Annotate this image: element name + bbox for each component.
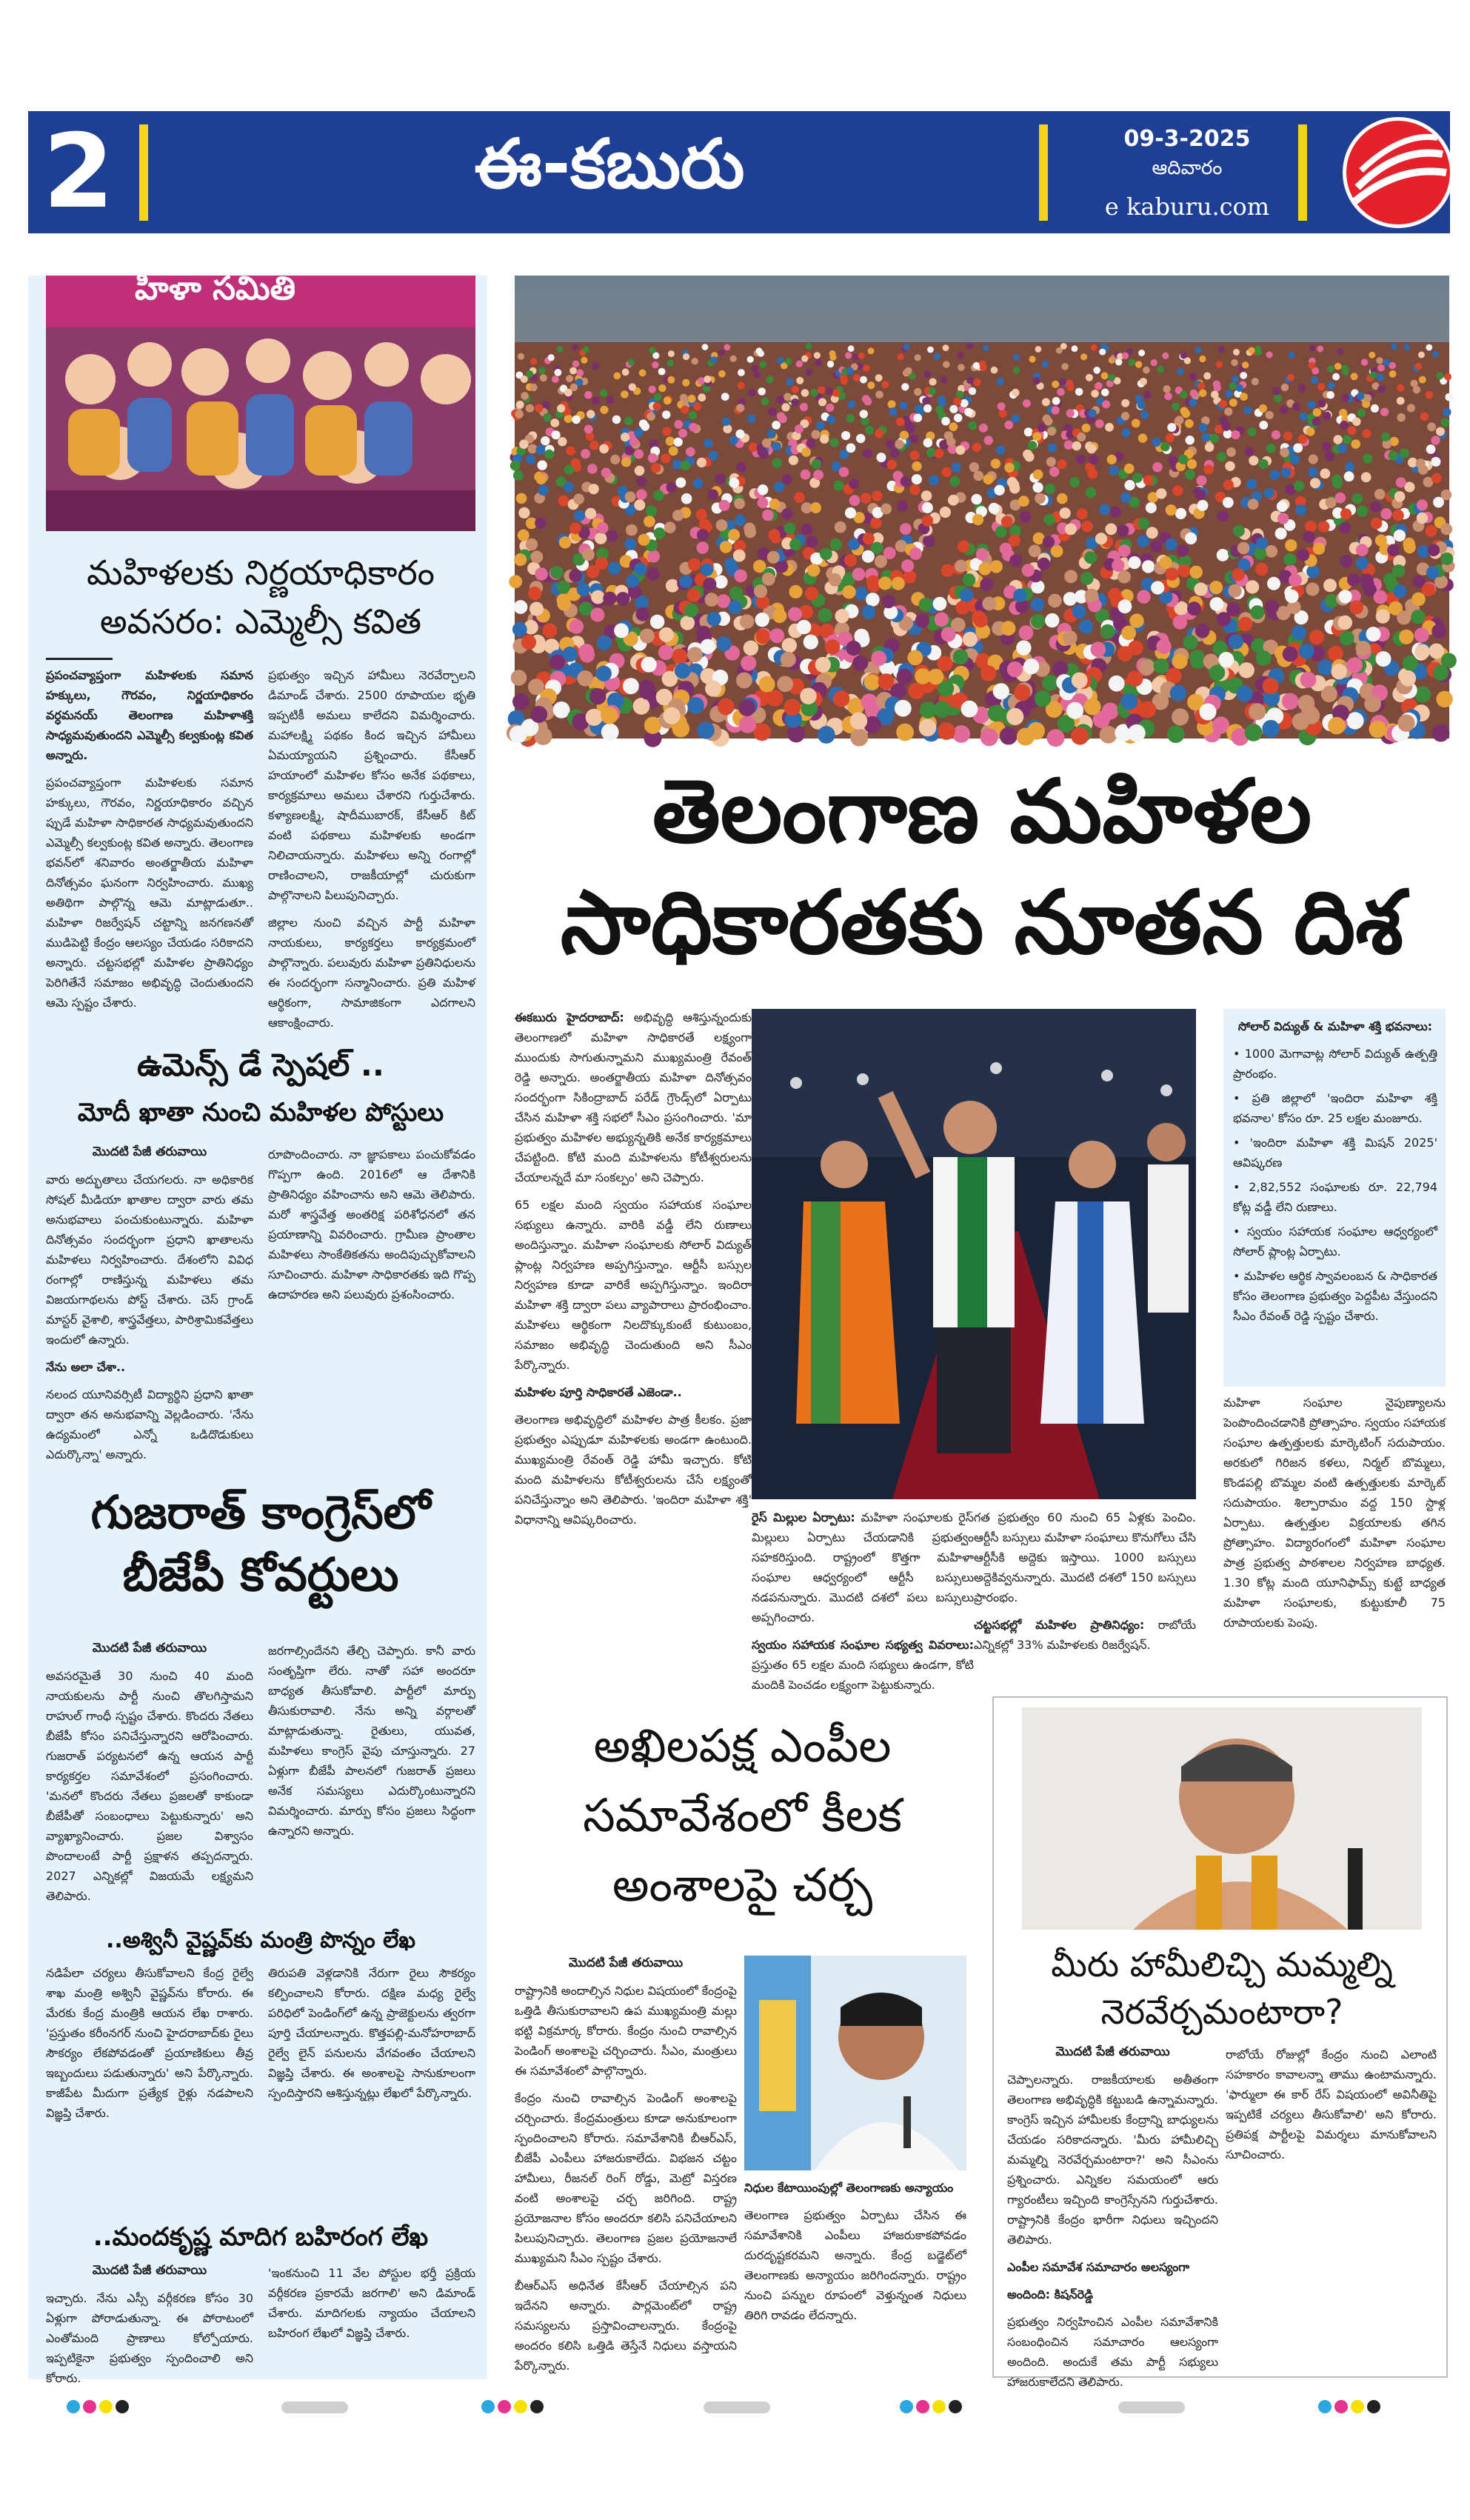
- allparty-byline: మొదటి పేజీ తరువాయి: [568, 1956, 684, 1970]
- allparty-subhead: నిధుల కేటాయింపుల్లో తెలంగాణకు అన్యాయం: [744, 2181, 954, 2195]
- lead-dateline: ఈకబురు హైదరాబాద్:: [515, 1010, 624, 1024]
- allparty-body-col1: [515, 1956, 737, 2378]
- story5-body-col2: [268, 2263, 475, 2374]
- solar-box-item: • 1000 మెగావాట్ల సోలార్ విద్యుత్ ఉత్పత్తి ప్రారంభం.: [1233, 1047, 1437, 1081]
- solar-box-heading: సోలార్ విద్యుత్ & మహిళా శక్తి భవనాలు:: [1237, 1019, 1433, 1033]
- story1-paragraph: జిల్లాల నుంచి వచ్చిన పార్టీ మహిళా నాయకులు, కార్యకర్తలు కార్యక్రమంలో పాల్గొన్నారు. పలువురు మహిళా ప్రతినిధులను ఈ సందర్భంగా సన్మానించారు. ప్రతి మహిళ ఆర్థికంగా, సామాజికంగా ఎదగాలని ఆకాంక్షించారు.: [268, 916, 475, 1030]
- kishan-paragraph: రాబోయే రోజుల్లో కేంద్రం నుంచి ఎలాంటి సహకారం కావాలన్నా తాము ఉంటామన్నారు. 'ఫార్ములా ఈ కార్ రేస్ విషయంలో అవినీతిపై ఇప్పటికే చర్యలు తీసుకోవాలి' అని కోరారు. ప్రతిపక్ష పార్టీలపై విమర్శలు మానుకోవాలని సూచించారు.: [1226, 2047, 1437, 2161]
- headline-rule: [46, 658, 113, 660]
- kishan-body-col2: [1226, 2044, 1437, 2370]
- story4-paragraph: తిరుపతి వెళ్లడానికి నేరుగా రైలు సౌకర్యం కల్పించాలని కోరారు. దక్షిణ మధ్య రైల్వే పరిధిలో పెండింగ్‌లో ఉన్న ప్రాజెక్టులను త్వరగా పూర్తి చేయాలన్నారు. కొత్తపల్లి-మనోహరాబాద్ రైల్వే లైన్ పనులను వేగవంతం చేయాలని విజ్ఞప్తి చేశారు. ఈ అంశాలపై సానుకూలంగా స్పందిస్తారని ఆశిస్తున్నట్లు లేఖలో పేర్కొన్నారు.: [268, 1966, 475, 2100]
- solar-box-list: [1233, 1044, 1437, 1326]
- allparty-body-col2: [744, 2178, 966, 2378]
- kishan-subhead: ఎంపీల సమావేశ సమాచారం అలస్యంగా: [1007, 2260, 1189, 2274]
- lead-paragraph: మహిళా సంఘాలకు రైస్ మిల్లులు ఏర్పాటు చేయడానికి ప్రభుత్వం సహకరిస్తుంది. రాష్ట్రంలో కొత్తగా మహిళా సంఘాల ఆధ్వర్యంలో ఆర్టీసీ బస్సులు నడపనున్నారు. మొదటి దశలో పలు బస్సులు అప్పగించారు.: [752, 1510, 974, 1624]
- cm-stage-photo: [752, 1009, 1196, 1499]
- registration-bar: [704, 2401, 770, 2413]
- kishan-photo: [1022, 1707, 1422, 1930]
- story5-paragraph: 'ఇంకనుంచి 11 వేల పోస్టుల భర్తీ ప్రక్రియ వర్గీకరణ ప్రకారమే జరగాలి' అని డిమాండ్ చేశారు. మాదిగలకు న్యాయం చేయాలని బహిరంగ లేఖలో విజ్ఞప్తి చేశారు.: [268, 2266, 475, 2340]
- story4-paragraph: నడిపేలా చర్యలు తీసుకోవాలని కేంద్ర రైల్వే శాఖ మంత్రి అశ్వినీ వైష్ణవ్‌ను కోరారు. ఈ మేరకు కేంద్ర మంత్రికి ఆయన లేఖ రాశారు. 'ప్రస్తుతం కరీంనగర్ నుంచి హైదరాబాద్‌కు రైలు సౌకర్యం లేకపోవడంతో ప్రయాణికులు తీవ్ర ఇబ్బందులు పడుతున్నారు' అని పేర్కొన్నారు. కాజీపేట మీదుగా ప్రత్యేక రైళ్లు నడపాలని విజ్ఞప్తి చేశారు.: [46, 1966, 253, 2120]
- masthead-divider: [1039, 124, 1048, 221]
- registration-bar: [281, 2401, 348, 2413]
- solar-info-content: [1233, 1016, 1437, 1383]
- color-registration-mark: [1318, 2400, 1380, 2416]
- story2-subhead: నేను అలా చేశా..: [46, 1360, 126, 1374]
- story5-body-col1: [46, 2263, 253, 2385]
- story2-paragraph: రూపొందించారు. నా జ్ఞాపకాలు పంచుకోవడం గొప్పగా ఉంది. 2016లో ఆ దేశానికి ప్రాతినిధ్యం వహించాను అని ఆమె తెలిపారు. మరో శాస్త్రవేత్త అంతరిక్ష పరిశోధనలో తన ప్రయాణాన్ని వివరించారు. గ్రామీణ ప్రాంతాల మహిళలు సాంకేతికతను అందిపుచ్చుకోవాలని సూచించారు. మహిళా సాధికారతకు ఇది గొప్ప ఉదాహరణ అని పలువురు ప్రశంసించారు.: [268, 1147, 475, 1301]
- story5-headline: ..మందకృష్ణ మాదిగ బహిరంగ లేఖ: [93, 2222, 429, 2252]
- solar-box-item: • మహిళల ఆర్థిక స్వావలంబన & సాధికారత కోసం తెలంగాణ ప్రభుత్వం పెద్దపీట వేస్తుందని సీఎం రేవంత్ రెడ్డి స్పష్టం చేశారు.: [1233, 1269, 1437, 1323]
- color-registration-mark: [481, 2400, 544, 2416]
- lead-body-col3: [974, 1507, 1196, 1689]
- issue-date: 09-3-2025: [1123, 126, 1251, 152]
- story3-headline: గుజరాత్ కాంగ్రెస్‌లో బీజేపీ కోవర్టులు: [90, 1485, 431, 1601]
- issue-weekday: ఆదివారం: [1152, 157, 1223, 179]
- allparty-headline: అఖిలపక్ష ఎంపీల సమావేశంలో కీలక అంశాలపై చర్చ: [583, 1719, 902, 1912]
- story4-headline: ..అశ్వినీ వైష్ణవ్‌కు మంత్రి పొన్నం లేఖ: [105, 1927, 416, 1953]
- story3-body-col1: [46, 1641, 253, 1911]
- solar-box-item: • ప్రతి జిల్లాలో 'ఇందిరా మహిళా శక్తి భవనాల' కోసం రూ. 25 లక్షల మంజూరు.: [1233, 1091, 1437, 1125]
- solar-box-item: • స్వయం సహాయక సంఘాల ఆధ్వర్యంలో సోలార్ ప్లాంట్ల ఏర్పాటు.: [1233, 1224, 1437, 1259]
- story2-paragraph: నలంద యూనివర్సిటీ విద్యార్థిని ప్రధాని ఖాతా ద్వారా తన అనుభవాన్ని వెల్లడించారు. 'నేను ఉద్యమంలో ఎన్నో ఒడిదొడుకులు ఎదుర్కొన్నా' అన్నారు.: [46, 1387, 253, 1461]
- kishan-paragraph: ప్రభుత్వం నిర్వహించిన ఎంపీల సమావేశానికి సంబంధించిన సమాచారం ఆలస్యంగా అందింది. అందుకే తమ పార్టీ సభ్యులు హాజరుకాలేదని తెలిపారు.: [1007, 2315, 1218, 2389]
- lead-paragraph: ప్రస్తుతం 65 లక్షల మంది సభ్యులు ఉండగా, కోటి మందికి పెంచడం లక్ష్యంగా పెట్టుకున్నారు.: [752, 1658, 974, 1692]
- story3-paragraph: అవసరమైతే 30 నుంచి 40 మంది నాయకులను పార్టీ నుంచి తొలగిస్తామని రాహుల్ గాంధీ స్పష్టం చేశారు. కొందరు నేతలు బీజేపీ కోసం పనిచేస్తున్నారని ఆరోపించారు. గుజరాత్ పర్యటనలో ఉన్న ఆయన పార్టీ కార్యకర్తల సమావేశంలో ప్రసంగించారు. 'మనలో కొందరు నేతలు ప్రజలతో కాకుండా బీజేపీతో సంబంధాలు పెట్టుకున్నారు' అని వ్యాఖ్యానించారు. ప్రజల విశ్వాసం పొందాలంటే పార్టీ ప్రక్షాళన తప్పదన్నారు. 2027 ఎన్నికల్లో విజయమే లక్ష్యమని తెలిపారు.: [46, 1669, 253, 1903]
- lead-subhead: మహిళల పూర్తి సాధికారతే ఎజెండా..: [515, 1385, 682, 1399]
- story2-headline: మోదీ ఖాతా నుంచి మహిళల పోస్టులు: [77, 1098, 444, 1127]
- masthead-divider: [1298, 124, 1307, 221]
- story2-byline: మొదటి పేజీ తరువాయి: [92, 1144, 207, 1159]
- allparty-paragraph: తెలంగాణ ప్రభుత్వం ఏర్పాటు చేసిన ఈ సమావేశానికి ఎంపీలు హాజరుకాకపోవడం దురదృష్టకరమని అన్నారు. కేంద్ర బడ్జెట్‌లో తెలంగాణకు అన్యాయం జరిగిందన్నారు. రాష్ట్రం నుంచి పన్నుల రూపంలో వెళ్తున్నంత నిధులు తిరిగి రావడం లేదన్నారు.: [744, 2208, 966, 2322]
- registration-bar: [1118, 2401, 1185, 2413]
- newspaper-brand: ఈ-కబురు: [474, 124, 745, 204]
- crowd-photo: [515, 276, 1449, 739]
- masthead-divider: [139, 124, 148, 221]
- story2-paragraph: వారు అద్భుతాలు చేయగలరు. నా అధికారిక సోషల్ మీడియా ఖాతాల ద్వారా వారు తమ అనుభవాలు పంచుకుంటున్నారు. మహిళా దినోత్సవం సందర్భంగా ప్రధాని ఖాతాలను మహిళలు నిర్వహించారు. దేశంలోని వివిధ రంగాల్లో రాణిస్తున్న మహిళలు తమ విజయగాథలను పోస్ట్ చేశారు. చెస్ గ్రాండ్ మాస్టర్ వైశాలి, శాస్త్రవేత్తలు, పారిశ్రామికవేత్తలు ఇందులో ఉన్నారు.: [46, 1173, 253, 1347]
- story3-byline: మొదటి పేజీ తరువాయి: [92, 1641, 207, 1656]
- solar-box-item: • 'ఇందిరా మహిళా శక్తి మిషన్ 2025' ఆవిష్కరణ: [1233, 1136, 1437, 1170]
- story2-body-col1: [46, 1144, 253, 1463]
- lead-body-right: [1223, 1393, 1446, 1689]
- story2-body-col2: [268, 1144, 475, 1463]
- lead-headline: తెలంగాణ మహిళల సాధికారతకు నూతన దిశ: [560, 760, 1404, 973]
- story1-body-col1: [46, 665, 253, 1036]
- bhatti-photo: [744, 1956, 966, 2170]
- lead-paragraph: గత ప్రభుత్వం 60 నుంచి 65 ఏళ్లకు పెంచిం. ఆర్టీసీ బస్సులు మహిళా సంఘాలు కొనుగోలు చేసి ఆర్టీసీకి అద్దెకు ఇస్తాయి. 1000 బస్సులు అద్దెకివ్వనున్నారు. మొదటి దశలో 150 బస్సులు ప్రారంభం.: [974, 1510, 1196, 1604]
- lead-paragraph: అభివృద్ధి ఆశిస్తున్నందుకు తెలంగాణలో మహిళా సాధికారతే లక్ష్యంగా ముందుకు సాగుతున్నామని ముఖ్యమంత్రి రేవంత్ రెడ్డి అన్నారు. అంతర్జాతీయ మహిళా దినోత్సవం సందర్భంగా సికింద్రాబాద్ పరేడ్ గ్రౌండ్స్‌లో ఏర్పాటు చేసిన మహిళా శక్తి సభలో సీఎం ప్రసంగించారు. 'మా ప్రభుత్వం మహిళల అభ్యున్నతికి అనేక కార్యక్రమాలు చేపట్టింది. కోటి మంది మహిళలను కోటీశ్వరులను చేయాలన్నదే మా సంకల్పం' అని చెప్పారు.: [515, 1010, 752, 1184]
- allparty-paragraph: బీఆర్ఎస్ అధినేత కేసీఆర్ చేయాల్సిన పని ఇదేనని అన్నారు. పార్లమెంట్‌లో రాష్ట్ర సమస్యలను ప్రస్తావించాలన్నారు. కేంద్రంపై అందరం కలిసి ఒత్తిడి తెస్తేనే నిధులు వస్తాయని పేర్కొన్నారు.: [515, 2279, 737, 2373]
- color-registration-mark: [67, 2400, 129, 2416]
- allparty-paragraph: కేంద్రం నుంచి రావాల్సిన పెండింగ్ అంశాలపై చర్చించారు. కేంద్రమంత్రులు కూడా అనుకూలంగా స్పందించాలని కోరారు. సమావేశానికి బీఆర్ఎస్, బీజేపీ ఎంపీలు హాజరుకాలేదు. విభజన చట్టం హామీలు, రీజనల్ రింగ్ రోడ్డు, మెట్రో విస్తరణ వంటి అంశాలపై చర్చ జరిగింది. రాష్ట్ర ప్రయోజనాల కోసం అందరూ కలిసి పనిచేయాలని పిలుపునిచ్చారు. తెలంగాణ ప్రజల ప్రయోజనాలే ముఖ్యమని సీఎం స్పష్టం చేశారు.: [515, 2091, 737, 2265]
- story4-body-col1: [46, 1963, 253, 2207]
- kishan-paragraph: చెప్పాలన్నారు. రాజకీయాలకు అతీతంగా తెలంగాణ అభివృద్ధికి కట్టుబడి ఉన్నామన్నారు. కాంగ్రెస్ ఇచ్చిన హామీలకు కేంద్రాన్ని బాధ్యులను చేయడం సరికాదన్నారు. 'మీరు హామీలిచ్చి మమ్మల్ని నెరవేర్చమంటారా?' అని సీఎంను ప్రశ్నించారు. ఎన్నికల సమయంలో ఆరు గ్యారంటీలు ఇచ్చింది కాంగ్రెస్సేనని గుర్తుచేశారు. రాష్ట్రానికి కేంద్రం భారీగా నిధులు ఇచ్చిందని తెలిపారు.: [1007, 2073, 1218, 2247]
- lead-paragraph: రాబోయే ఎన్నికల్లో 33% మహిళలకు రిజర్వేషన్.: [974, 1618, 1196, 1652]
- lead-paragraph: మహిళా సంఘాల నైపుణ్యాలను పెంపొందించడానికి ప్రోత్సాహం. స్వయం సహాయక సంఘాల ఉత్పత్తులకు మార్కెటింగ్ సదుపాయం. అరకులో గిరిజన కళలు, నిర్మల్ బొమ్మలు, కొండపల్లి బొమ్మల వంటి ఉత్పత్తులకు మార్కెట్ సదుపాయం. శిల్పారామం వద్ద 150 స్టాళ్ల ఏర్పాటు. ఉత్పత్తుల విక్రయాలకు తగిన ప్రోత్సాహం. విద్యారంగంలో మహిళా సంఘాల పాత్ర ప్రభుత్వ పాఠశాలల నిర్వహణ బాధ్యత. 1.30 కోట్ల మంది యూనిఫామ్స్ కుట్టే బాధ్యత మహిళా సంఘాలకు, కుట్టుకూలీ 75 రూపాయలకు పెంపు.: [1223, 1396, 1446, 1630]
- story1-paragraph: ప్రపంచవ్యాప్తంగా మహిళలకు సమాన హక్కులు, గౌరవం, నిర్ణయాధికారం వచ్చిన ప్పుడే మహిళా సాధికారత సాధ్యమవుతుందని ఎమ్మెల్సీ కల్వకుంట్ల కవిత అన్నారు. తెలంగాణ భవన్‌లో శనివారం అంతర్జాతీయ మహిళా దినోత్సవం ఘనంగా నిర్వహించారు. ముఖ్య అతిథిగా పాల్గొన్న ఆమె మాట్లాడుతూ.. మహిళా రిజర్వేషన్ చట్టాన్ని జనగణనతో ముడిపెట్టి కేంద్రం ఆలస్యం చేయడం సరికాదని అన్నారు. చట్టసభల్లో మహిళల ప్రాతినిధ్యం పెరిగితేనే సమాజం అభివృద్ధి చెందుతుందని ఆమె స్పష్టం చేశారు.: [46, 776, 253, 1010]
- lead-body-col1: [515, 1007, 752, 1570]
- brand-logo-icon: [1343, 117, 1454, 228]
- story1-lead: ప్రపంచవ్యాప్తంగా మహిళలకు సమాన హక్కులు, గౌరవం, నిర్ణయాధికారం వర్ధమనయ్ తెలంగాణ మహిళాశక్తి సాధ్యమవుతుందని ఎమ్మెల్సీ కల్వకుంట్ల కవిత అన్నారు.: [46, 668, 253, 762]
- photo-banner-text: హిళా సమితి: [135, 270, 296, 307]
- kishan-byline: మొదటి పేజీ తరువాయి: [1055, 2044, 1170, 2059]
- kishan-body-col1: [1007, 2044, 1218, 2389]
- kishan-subhead: అందింది: కిషన్‌రెడ్డి: [1007, 2287, 1093, 2301]
- story1-body-col2: [268, 665, 475, 1036]
- story5-paragraph: ఇచ్చారు. నేను ఎస్సీ వర్గీకరణ కోసం 30 ఏళ్లుగా పోరాడుతున్నా. ఈ పోరాటంలో ఎంతోమంది ప్రాణాలు కోల్పోయారు. ఇప్పటికైనా ప్రభుత్వం స్పందించాలి అని కోరారు.: [46, 2291, 253, 2385]
- kishan-headline: మీరు హామీలిచ్చి మమ్మల్ని నెరవేర్చమంటారా?: [1051, 1944, 1393, 2032]
- lead-body-col2: [752, 1507, 974, 1692]
- lead-subhead: స్వయం సహాయక సంఘాల సభ్యత్వ వివరాలు:: [752, 1638, 974, 1652]
- page-number: 2: [43, 112, 115, 231]
- lead-subhead: చట్టసభల్లో మహిళల ప్రాతినిధ్యం:: [974, 1618, 1145, 1632]
- solar-box-item: • 2,82,552 సంఘాలకు రూ. 22,794 కోట్ల వడ్డీ లేని రుణాలు.: [1233, 1180, 1437, 1214]
- color-registration-mark: [900, 2400, 962, 2416]
- story1-headline: మహిళలకు నిర్ణయాధికారం అవసరం: ఎమ్మెల్సీ కవిత: [87, 553, 435, 641]
- story2-kicker: ఉమెన్స్ డే స్పెషల్ ..: [137, 1047, 384, 1083]
- story5-byline: మొదటి పేజీ తరువాయి: [92, 2263, 207, 2278]
- story1-paragraph: ప్రభుత్వం ఇచ్చిన హామీలు నెరవేర్చాలని డిమాండ్ చేశారు. 2500 రూపాయల భృతి ఇప్పటికీ అమలు కాలేదని విమర్శించారు. మహాలక్ష్మి పథకం కింద ఇచ్చిన హామీలు ఏమయ్యాయని ప్రశ్నించారు. కేసీఆర్ హయాంలో మహిళల కోసం అనేక పథకాలు, కార్యక్రమాలు అమలు చేశారని గుర్తుచేశారు. కళ్యాణలక్ష్మి, షాదీముబారక్, కేసీఆర్ కిట్ వంటి పథకాలు మహిళలకు అండగా నిలిచాయన్నారు. మహిళలు అన్ని రంగాల్లో రాణించాలని, రాజకీయాల్లో చురుకుగా పాల్గొనాలని పిలుపునిచ్చారు.: [268, 668, 475, 902]
- story4-body-col2: [268, 1963, 475, 2207]
- lead-paragraph: తెలంగాణ అభివృద్ధిలో మహిళల పాత్ర కీలకం. ప్రజా ప్రభుత్వం ఎప్పుడూ మహిళలకు అండగా ఉంటుంది. ముఖ్యమంత్రి రేవంత్ రెడ్డి హామీ ఇచ్చారు. కోటి మంది మహిళలను కోటీశ్వరులను చేసే లక్ష్యంతో పనిచేస్తున్నాం అని తెలిపారు. 'ఇందిరా మహిళా శక్తి' విధానాన్ని ఆవిష్కరించారు.: [515, 1413, 752, 1527]
- kavitha-event-photo: [46, 270, 475, 531]
- masthead: [28, 111, 1450, 233]
- story3-body-col2: [268, 1641, 475, 1911]
- lead-subhead: రైస్ మిల్లుల ఏర్పాటు:: [752, 1510, 855, 1524]
- website-link[interactable]: e kaburu.com: [1104, 193, 1270, 221]
- allparty-paragraph: రాష్ట్రానికి అందాల్సిన నిధుల విషయంలో కేంద్రంపై ఒత్తిడి తీసుకురావాలని ఉప ముఖ్యమంత్రి మల్లు భట్టి విక్రమార్క కోరారు. కేంద్రం నుంచి రావాల్సిన పెండింగ్ అంశాలపై చర్చించారు. సీఎం, మంత్రులు ఈ సమావేశంలో పాల్గొన్నారు.: [515, 1984, 737, 2078]
- story3-paragraph: జరగాల్సిందేనని తేల్చి చెప్పారు. కానీ వారు సంతృప్తిగా లేరు. నాతో సహా అందరూ బాధ్యత తీసుకోవాలి. పార్టీలో మార్పు తీసుకురావాలి. నేను అన్ని వర్గాలతో మాట్లాడుతున్నా. రైతులు, యువత, మహిళలు కాంగ్రెస్ వైపు చూస్తున్నారు. 27 ఏళ్లుగా బీజేపీ పాలనలో గుజరాత్ ప్రజలు అనేక సమస్యలు ఎదుర్కొంటున్నారని విమర్శించారు. మార్పు కోసం ప్రజలు సిద్ధంగా ఉన్నారని అన్నారు.: [268, 1644, 475, 1838]
- lead-paragraph: 65 లక్షల మంది స్వయం సహాయక సంఘాల సభ్యులు ఉన్నారు. వారికి వడ్డీ లేని రుణాలు అందిస్తున్నాం. మహిళా సంఘాలకు సోలార్ విద్యుత్ ప్లాంట్ల నిర్వహణ అప్పగిస్తున్నాం. ఆర్టీసీ బస్సుల నిర్వహణ కూడా వారికే అప్పగిస్తున్నాం. ఇందిరా మహిళా శక్తి ద్వారా పలు వ్యాపారాలు ప్రారంభించాం. మహిళలు ఆర్థికంగా నిలదొక్కుకుంటే కుటుంబం, సమాజం అభివృద్ధి చెందుతుంది అని సీఎం పేర్కొన్నారు.: [515, 1198, 752, 1372]
